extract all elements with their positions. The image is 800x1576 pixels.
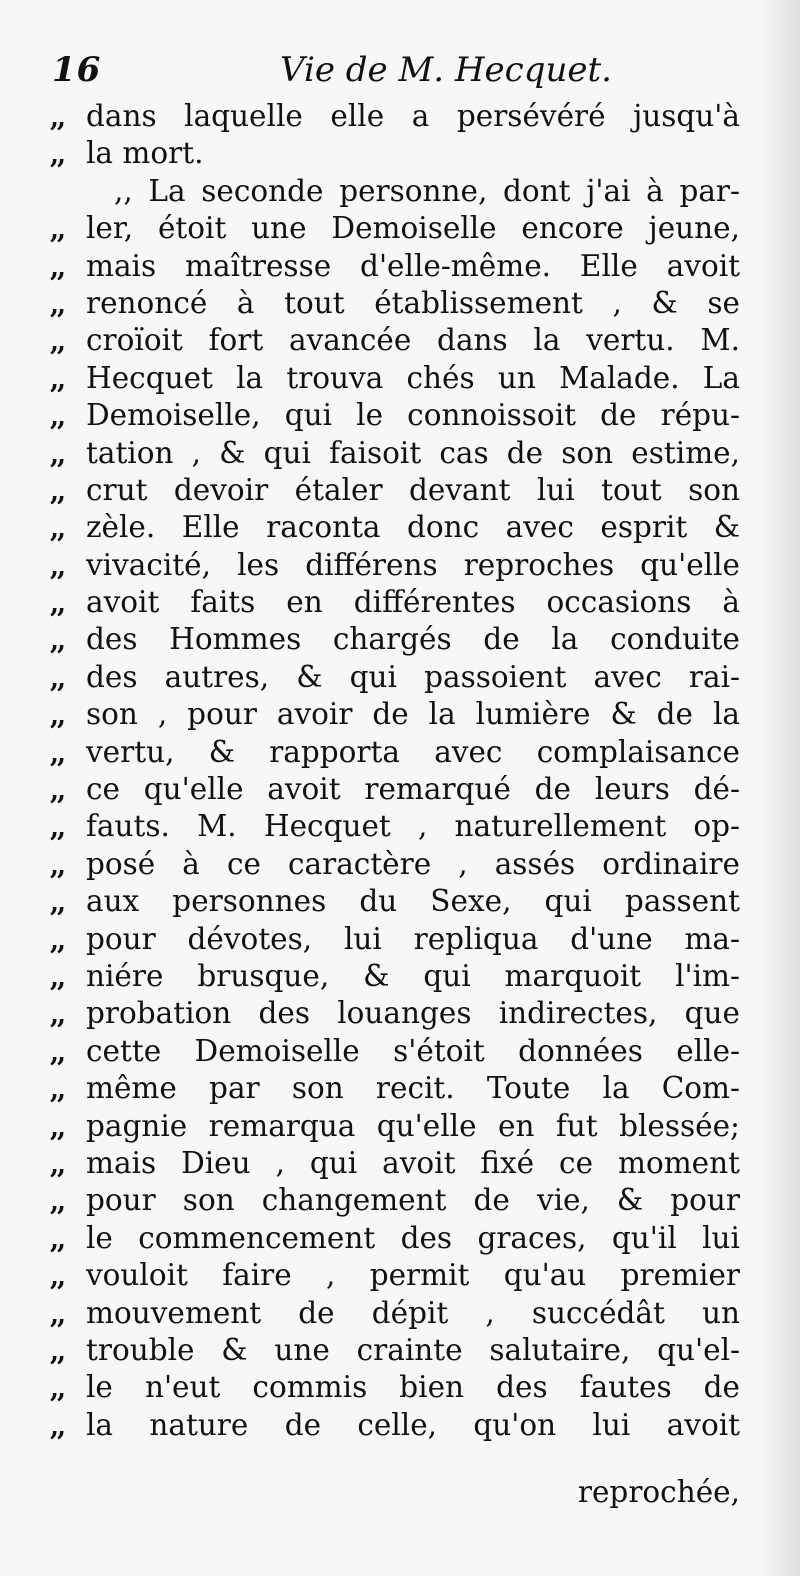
line-text: la mort. — [86, 136, 204, 171]
text-line — [50, 1407, 740, 1444]
text-line — [50, 734, 740, 771]
text-line — [50, 958, 740, 995]
quote-mark: ,, — [50, 1299, 65, 1330]
line-text: ler, étoit une Demoiselle encore jeune, — [86, 211, 740, 246]
quote-mark: ,, — [50, 1411, 65, 1442]
line-text: pour dévotes, lui repliqua d'une ma- — [86, 921, 740, 956]
quote-mark: ,, — [50, 476, 65, 507]
quote-mark: ,, — [50, 1149, 65, 1180]
quote-mark: ,, — [50, 551, 65, 582]
quote-mark: ,, — [50, 1075, 65, 1106]
text-line — [50, 472, 740, 509]
text-line — [50, 1145, 740, 1182]
quote-mark: ,, — [50, 813, 65, 844]
line-text: le commencement des graces, qu'il lui — [86, 1220, 740, 1255]
text-line — [50, 995, 740, 1032]
quote-mark: ,, — [50, 888, 65, 919]
line-text: crut devoir étaler devant lui tout son — [86, 472, 740, 507]
quote-mark: ,, — [50, 327, 65, 358]
line-text: probation des louanges indirectes, que — [86, 996, 740, 1031]
text-line — [50, 397, 740, 434]
text-body — [50, 98, 740, 1444]
text-line — [50, 1070, 740, 1107]
quote-mark: ,, — [50, 925, 65, 956]
text-line — [50, 621, 740, 658]
text-line — [50, 808, 740, 845]
page-edge-shadow — [760, 0, 800, 1576]
quote-mark: ,, — [50, 514, 65, 545]
line-text: même par son recit. Toute la Com- — [86, 1071, 740, 1106]
line-text: mouvement de dépit , succédât un — [86, 1295, 740, 1330]
quote-mark: ,, — [50, 1187, 65, 1218]
quote-mark: ,, — [50, 1374, 65, 1405]
quote-mark: ,, — [50, 589, 65, 620]
text-line — [50, 696, 740, 733]
line-text: aux personnes du Sexe, qui passent — [86, 884, 740, 919]
text-line — [50, 1257, 740, 1294]
text-line — [50, 771, 740, 808]
text-line — [50, 659, 740, 696]
quote-mark: ,, — [50, 1000, 65, 1031]
line-text: Hecquet la trouva chés un Malade. La — [86, 360, 740, 395]
text-line — [50, 509, 740, 546]
text-line — [50, 1220, 740, 1257]
line-text: dans laquelle elle a persévéré jusqu'à — [86, 99, 740, 133]
quote-mark: ,, — [50, 1037, 65, 1068]
line-text: Demoiselle, qui le connoissoit de répu- — [86, 398, 740, 433]
text-line — [50, 248, 740, 285]
text-line — [50, 1108, 740, 1145]
text-line — [50, 435, 740, 472]
line-text: mais maîtresse d'elle-même. Elle avoit — [86, 248, 740, 283]
quote-mark: ,, — [50, 439, 65, 470]
page-number: 16 — [52, 50, 102, 90]
quote-mark: ,, — [50, 1262, 65, 1293]
quote-mark: ,, — [50, 1336, 65, 1367]
quote-mark: ,, — [50, 776, 65, 807]
line-text: vouloit faire , permit qu'au premier — [86, 1258, 740, 1293]
line-text: des Hommes chargés de la conduite — [86, 622, 740, 657]
text-line — [50, 135, 740, 172]
quote-mark: ,, — [50, 962, 65, 993]
text-line — [50, 846, 740, 883]
quote-mark: ,, — [50, 738, 65, 769]
line-text: trouble & une crainte salutaire, qu'el- — [86, 1332, 740, 1367]
text-line — [50, 285, 740, 322]
line-text: mais Dieu , qui avoit fixé ce moment — [86, 1145, 740, 1180]
quote-mark: ,, — [50, 103, 65, 133]
line-text: vivacité, les différens reproches qu'elle — [86, 547, 740, 582]
line-text: croïoit fort avancée dans la vertu. M. — [86, 323, 740, 358]
quote-mark: ,, — [50, 626, 65, 657]
line-text: zèle. Elle raconta donc avec esprit & — [86, 510, 740, 545]
line-text: vertu, & rapporta avec complaisance — [86, 734, 740, 769]
text-line — [50, 1033, 740, 1070]
text-line — [50, 1295, 740, 1332]
line-text: son , pour avoir de la lumière & de la — [86, 697, 740, 732]
text-line — [50, 883, 740, 920]
line-text: la nature de celle, qu'on lui avoit — [86, 1407, 740, 1442]
line-text: niére brusque, & qui marquoit l'im- — [86, 958, 740, 993]
line-text: fauts. M. Hecquet , naturellement op- — [86, 809, 740, 844]
quote-mark: ,, — [50, 364, 65, 395]
line-text: le n'eut commis bien des fautes de — [86, 1370, 740, 1405]
line-text: ,, La seconde personne, dont j'ai à par- — [114, 173, 740, 208]
text-line — [50, 584, 740, 621]
quote-mark: ,, — [50, 1112, 65, 1143]
text-line — [50, 210, 740, 247]
quote-mark: ,, — [50, 1224, 65, 1255]
catchword: reprochée, — [577, 1475, 740, 1509]
text-line — [50, 921, 740, 958]
text-line — [50, 173, 740, 210]
line-text: pagnie remarqua qu'elle en fut blessée; — [86, 1108, 740, 1143]
quote-mark: ,, — [50, 402, 65, 433]
line-text: avoit faits en différentes occasions à — [86, 585, 740, 620]
quote-mark: ,, — [50, 850, 65, 881]
page-header — [50, 50, 750, 100]
text-line — [50, 322, 740, 359]
quote-mark: ,, — [50, 140, 65, 171]
line-text: des autres, & qui passoient avec rai- — [86, 659, 740, 694]
line-text: posé à ce caractère , assés ordinaire — [86, 846, 740, 881]
text-line — [50, 1332, 740, 1369]
line-text: ce qu'elle avoit remarqué de leurs dé- — [86, 772, 740, 807]
line-text: cette Demoiselle s'étoit données elle- — [86, 1033, 740, 1068]
text-line — [50, 98, 740, 135]
line-text: tation , & qui faisoit cas de son estime, — [86, 435, 740, 470]
quote-mark: ,, — [50, 215, 65, 246]
line-text: pour son changement de vie, & pour — [86, 1183, 740, 1218]
text-line — [50, 360, 740, 397]
text-line — [50, 547, 740, 584]
quote-mark: ,, — [50, 252, 65, 283]
running-title: Vie de M. Hecquet. — [280, 50, 612, 90]
line-text: renoncé à tout établissement , & se — [86, 285, 740, 320]
text-line — [50, 1182, 740, 1219]
text-line — [50, 1369, 740, 1406]
quote-mark: ,, — [50, 701, 65, 732]
quote-mark: ,, — [50, 289, 65, 320]
quote-mark: ,, — [50, 663, 65, 694]
